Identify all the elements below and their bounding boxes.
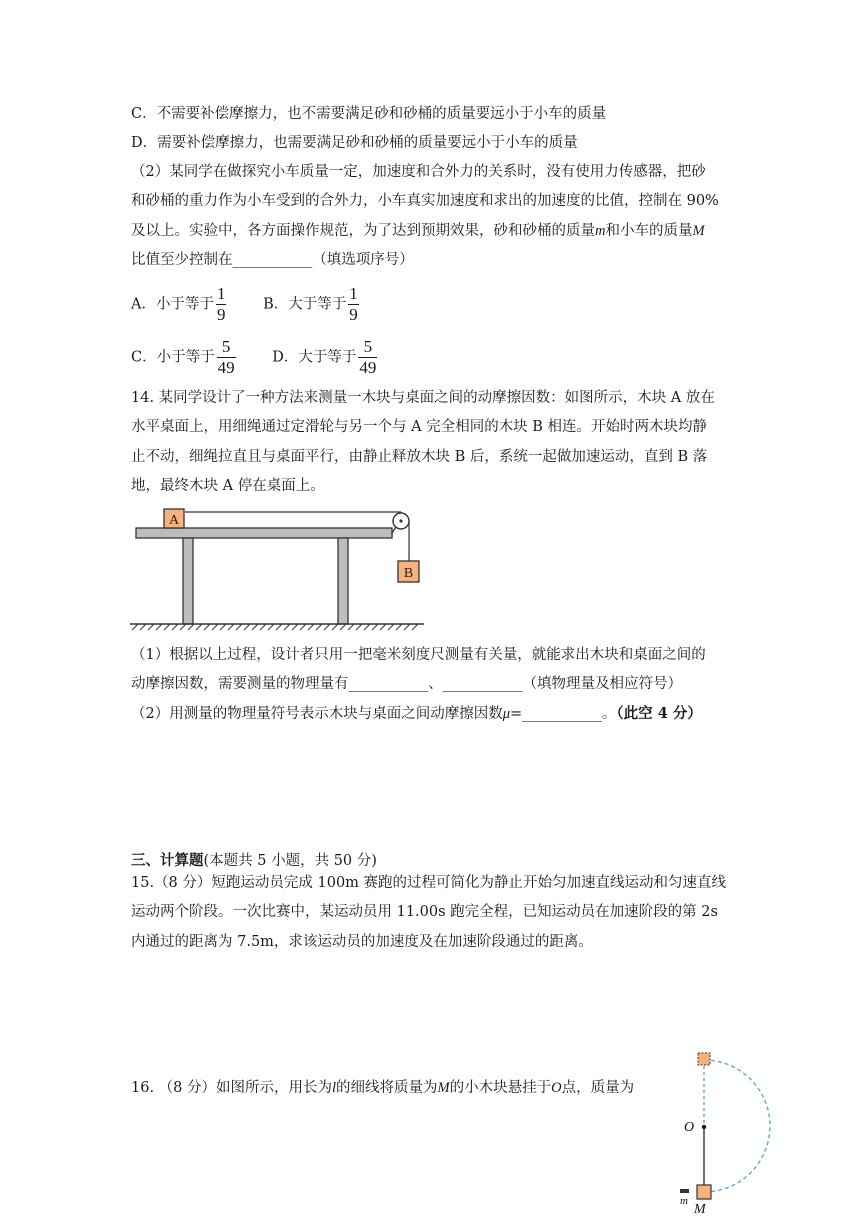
q13-part2-line4: 比值至少控制在___________（填选项序号） bbox=[131, 252, 414, 268]
q13-opt-a-prefix: A．小于等于 bbox=[131, 296, 214, 313]
var-M: M bbox=[692, 223, 705, 239]
dashed-arc bbox=[704, 1060, 770, 1192]
q13-option-c: C．不需要补偿摩擦力，也不需要满足砂和砂桶的质量要远小于小车的质量 bbox=[131, 106, 607, 122]
fraction-d-num: 5 bbox=[358, 337, 377, 358]
fraction-c-num: 5 bbox=[217, 337, 236, 358]
q14-part2-a: （2）用测量的物理量符号表示木块与桌面之间动摩擦因数 bbox=[131, 706, 503, 722]
var-l: l bbox=[332, 1080, 337, 1096]
q14-line4: 地，最终木块 A 停在桌面上。 bbox=[131, 478, 325, 494]
pulley-axle bbox=[399, 519, 402, 522]
pendulum-figure bbox=[670, 1048, 780, 1214]
q16-line1 bbox=[131, 1078, 634, 1098]
q14-part2-b: =___________。 bbox=[510, 706, 617, 722]
q13-part2-line3 bbox=[131, 221, 705, 241]
q13-opt-a bbox=[131, 284, 228, 325]
q13-opt-b-prefix: B．大于等于 bbox=[263, 296, 347, 313]
q14-part1-line2: 动摩擦因数，需要测量的物理量有___________、___________（填物理量及相应符号） bbox=[131, 676, 682, 692]
q14-line1: 14. 某同学设计了一种方法来测量一木块与桌面之间的动摩擦因数：如图所示，木块 A 放在 bbox=[131, 390, 715, 406]
q16-line1-d: 点，质量为 bbox=[561, 1080, 635, 1096]
q13-part2-line2: 和砂桶的重力作为小车受到的合外力，小车真实加速度和求出的加速度的比值，控制在 90% bbox=[131, 193, 719, 209]
fraction-a-num: 1 bbox=[216, 284, 226, 303]
fraction-d-den: 49 bbox=[359, 358, 377, 377]
q13-opt-d bbox=[272, 337, 379, 378]
q13-opt-d-prefix: D．大于等于 bbox=[272, 349, 357, 366]
q13-opt-c bbox=[131, 337, 238, 378]
fraction-b-num: 1 bbox=[349, 284, 358, 303]
fraction-c-den: 49 bbox=[217, 358, 235, 377]
block-M bbox=[697, 1185, 711, 1199]
fraction-a-den: 9 bbox=[216, 305, 226, 324]
q15-line1: 15.（8 分）短跑运动员完成 100m 赛跑的过程可简化为静止开始匀加速直线运动和匀速直线 bbox=[131, 875, 727, 891]
q15-line3: 内通过的距离为 7.5m，求该运动员的加速度及在加速阶段通过的距离。 bbox=[131, 934, 593, 950]
q13-option-d: D．需要补偿摩擦力，也需要满足砂和砂桶的质量要远小于小车的质量 bbox=[131, 135, 578, 151]
q13-options-cd bbox=[131, 337, 379, 378]
q14-part1-line1: （1）根据以上过程，设计者只用一把毫米刻度尺测量有关量，就能求出木块和桌面之间的 bbox=[131, 647, 706, 663]
q13-options-ab bbox=[131, 284, 361, 325]
q13-part2-line3-a: 及以上。实验中，各方面操作规范，为了达到预期效果，砂和砂桶的质量 bbox=[131, 223, 595, 239]
label-m: m bbox=[680, 1195, 688, 1207]
bullet-m bbox=[680, 1189, 689, 1193]
var-mu: μ bbox=[502, 706, 511, 722]
fraction-a bbox=[216, 284, 227, 325]
section3-heading-bold: 三、计算题 bbox=[131, 852, 204, 869]
table-leg-left bbox=[183, 538, 193, 624]
block-b-label: B bbox=[403, 566, 414, 581]
q14-line3: 止不动，细绳拉直且与桌面平行，由静止释放木块 B 后，系统一起做加速运动，直到 B 落 bbox=[131, 449, 708, 465]
top-block-dashed bbox=[698, 1053, 710, 1065]
q15-line2: 运动两个阶段。一次比赛中，某运动员用 11.00s 跑完全程，已知运动员在加速阶段的第 2s bbox=[131, 904, 718, 920]
table-leg-right bbox=[338, 538, 348, 624]
q16-line1-a: 16. （8 分）如图所示，用长为 bbox=[131, 1080, 333, 1096]
tabletop bbox=[136, 528, 392, 538]
fraction-d bbox=[358, 337, 377, 378]
block-a-label: A bbox=[168, 513, 180, 528]
q14-part2-note: （此空 4 分） bbox=[616, 705, 702, 722]
var-m: m bbox=[595, 223, 606, 239]
section3-heading-rest: (本题共 5 小题，共 50 分) bbox=[203, 853, 377, 869]
label-O: O bbox=[684, 1120, 695, 1135]
q16-line1-c: 的小木块悬挂于 bbox=[449, 1080, 552, 1096]
section3-heading bbox=[131, 851, 377, 871]
fraction-b bbox=[348, 284, 359, 325]
table-pulley-figure bbox=[128, 500, 428, 635]
fraction-c bbox=[217, 337, 236, 378]
q13-part2-line1: （2）某同学在做探究小车质量一定，加速度和合外力的关系时，没有使用力传感器，把砂 bbox=[131, 164, 706, 180]
var-O: O bbox=[551, 1080, 562, 1096]
q16-line1-b: 的细线将质量为 bbox=[336, 1080, 438, 1096]
q13-part2-line3-b: 和小车的质量 bbox=[605, 223, 693, 239]
q14-part2 bbox=[131, 704, 702, 724]
fraction-b-den: 9 bbox=[349, 305, 358, 324]
label-M: M bbox=[694, 1202, 706, 1214]
var-M-q16: M bbox=[437, 1080, 450, 1096]
q14-line2: 水平桌面上，用细绳通过定滑轮与另一个与 A 完全相同的木块 B 相连。开始时两木块均静 bbox=[131, 419, 708, 435]
q13-opt-c-prefix: C．小于等于 bbox=[131, 349, 215, 366]
q13-opt-b bbox=[263, 284, 361, 325]
ground-hatch bbox=[132, 624, 418, 630]
